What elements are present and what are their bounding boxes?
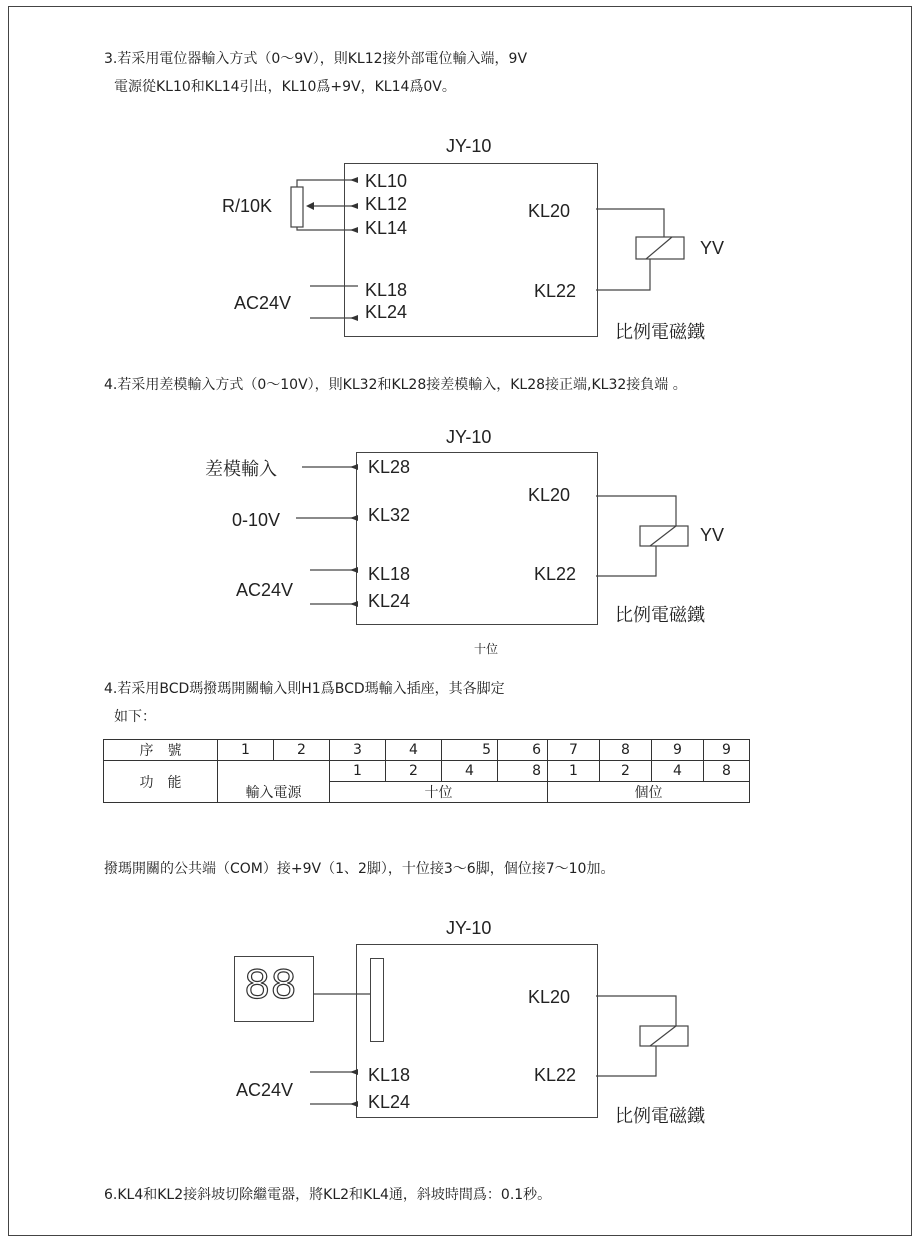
pin-kl22: KL22 [534, 281, 577, 301]
table-cell: 4 [386, 740, 442, 761]
table-cell: 3 [330, 740, 386, 761]
diagram2-caption: 十位 [474, 642, 499, 656]
table-cell: 8 [600, 740, 652, 761]
table-cell: 2 [600, 761, 652, 782]
table-cell: 1 [548, 761, 600, 782]
table-header-number: 序 號 [104, 740, 218, 761]
pin-kl12: KL12 [365, 194, 408, 214]
power-label: AC24V [234, 293, 292, 313]
pin-kl22: KL22 [534, 1065, 577, 1085]
pin-kl14: KL14 [365, 218, 408, 238]
pin-kl32: KL32 [368, 505, 411, 525]
section4b-line2: 如下： [114, 709, 156, 725]
coil-label: YV [700, 238, 725, 258]
table-cell: 1 [218, 740, 274, 761]
pin-kl20: KL20 [528, 987, 571, 1007]
table-header-function: 功 能 [104, 761, 218, 803]
section3-line1: 3.若采用電位器輸入方式（0～9V），則KL12接外部電位輸入端，9V [104, 51, 528, 67]
coil-name: 比例電磁鐵 [615, 1106, 705, 1126]
seven-segment-display: 88 [244, 962, 297, 1012]
pin-kl20: KL20 [528, 485, 571, 505]
table-cell: 5 [442, 740, 498, 761]
coil-icon [640, 1026, 688, 1046]
table-cell: 6 [498, 740, 548, 761]
table-cell: 9 [704, 740, 750, 761]
pin-kl20: KL20 [528, 201, 571, 221]
table-cell: 2 [386, 761, 442, 782]
diagram1-title: JY-10 [446, 136, 492, 156]
pin-kl24: KL24 [368, 591, 411, 611]
diagram3-title: JY-10 [446, 918, 492, 938]
diff-input-label: 差模輸入 [205, 459, 277, 479]
table-cell: 2 [274, 740, 330, 761]
power-label: AC24V [236, 580, 294, 600]
pin-kl10: KL10 [365, 171, 408, 191]
pin-kl24: KL24 [365, 302, 408, 322]
table-cell: 4 [442, 761, 498, 782]
table-cell: 7 [548, 740, 600, 761]
table-cell: 8 [704, 761, 750, 782]
power-label: AC24V [236, 1080, 294, 1100]
diagram2-title: JY-10 [446, 427, 492, 447]
coil-name: 比例電磁鐵 [615, 605, 705, 625]
table-group-tens: 十位 [330, 782, 548, 803]
resistor-label: R/10K [222, 196, 273, 216]
section4b-line1: 4.若采用BCD瑪撥瑪開關輸入則H1爲BCD瑪輸入插座，其各脚定 [104, 681, 505, 697]
pin-kl18: KL18 [368, 1065, 411, 1085]
table-group-power: 輸入電源 [218, 782, 330, 803]
coil-name: 比例電磁鐵 [615, 322, 705, 342]
pin-kl22: KL22 [534, 564, 577, 584]
table-cell: 1 [330, 761, 386, 782]
switch-description: 撥瑪開關的公共端（COM）接+9V（1、2脚），十位接3～6脚，個位接7～10加。 [104, 861, 615, 877]
section4a-line1: 4.若采用差模輸入方式（0～10V），則KL32和KL28接差模輸入，KL28接正端,KL32接負端 。 [104, 377, 687, 393]
table-cell: 9 [652, 740, 704, 761]
section3-line2: 電源從KL10和KL14引出，KL10爲+9V，KL14爲0V。 [114, 79, 456, 95]
pin-kl28: KL28 [368, 457, 411, 477]
table-cell: 8 [498, 761, 548, 782]
pin-kl18: KL18 [368, 564, 411, 584]
table-cell: 4 [652, 761, 704, 782]
range-label: 0-10V [232, 510, 281, 530]
coil-label: YV [700, 525, 725, 545]
table-group-units: 個位 [548, 782, 750, 803]
pin-kl18: KL18 [365, 280, 408, 300]
section6-line1: 6.KL4和KL2接斜坡切除繼電器，將KL2和KL4通，斜坡時間爲：0.1秒。 [104, 1187, 552, 1203]
pin-kl24: KL24 [368, 1092, 411, 1112]
